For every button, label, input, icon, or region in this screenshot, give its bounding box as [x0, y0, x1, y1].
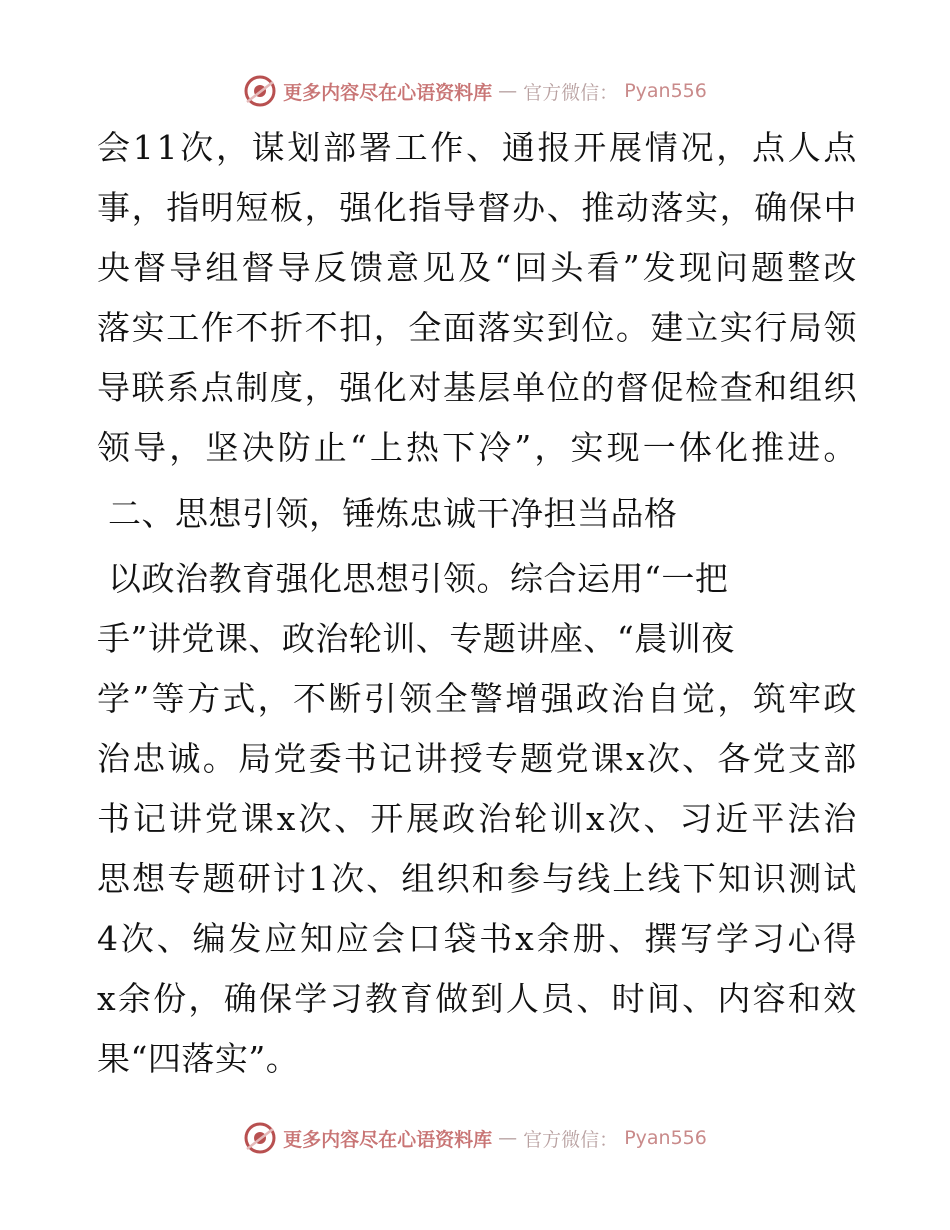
section-heading: 二、思想引领，锤炼忠诚干净担当品格	[97, 494, 678, 533]
text-line: 手”讲党课、政治轮训、专题讲座、“晨训夜	[97, 619, 735, 658]
text-line: 以政治教育强化思想引领。综合运用“一把	[97, 559, 729, 598]
text-line: 学 ” 等 方 式 ， 不 断 引 领 全 警 增 强 政 治 自 觉 ， 筑 牢 政	[97, 679, 857, 718]
text-line: 导 联 系 点 制 度 ， 强 化 对 基 层 单 位 的 督 促 检 查 和 组 织	[97, 368, 857, 407]
watermark-brand-text: 更多内容尽在心语资料库	[283, 1128, 493, 1151]
text-line: x 余 份 ， 确 保 学 习 教 育 做 到 人 员 、 时 间 、 内 容 和 效	[97, 979, 857, 1018]
text-line: 果“四落实”。	[97, 1039, 300, 1078]
text-line: 会 1 1 次 ， 谋 划 部 署 工 作 、 通 报 开 展 情 况 ， 点 人 点	[97, 128, 857, 167]
watermark-wechat-id: Pyan556	[624, 1127, 707, 1149]
paragraph-1	[97, 118, 857, 478]
paragraph-2	[97, 549, 857, 1089]
watermark-wechat-label: 官方微信：	[523, 81, 619, 104]
watermark-brand-text: 更多内容尽在心语资料库	[283, 81, 493, 104]
text-line: 事 ， 指 明 短 板 ， 强 化 指 导 督 办 、 推 动 落 实 ， 确 保 中	[97, 188, 857, 227]
text-line: 落 实 工 作 不 折 不 扣 ， 全 面 落 实 到 位 。 建 立 实 行 局 领	[97, 308, 857, 347]
text-line: 4 次 、 编 发 应 知 应 会 口 袋 书 x 余 册 、 撰 写 学 习 心 得	[97, 919, 857, 958]
watermark-dash: —	[498, 1127, 518, 1149]
watermark-dash: —	[498, 80, 518, 102]
text-line: 书 记 讲 党 课 x 次 、 开 展 政 治 轮 训 x 次 、 习 近 平 法 治	[97, 799, 857, 838]
text-line: 央 督 导 组 督 导 反 馈 意 见 及 “ 回 头 看 ” 发 现 问 题 整 改	[97, 248, 857, 287]
footer-watermark	[0, 1118, 950, 1158]
header-watermark	[0, 71, 950, 111]
text-line: 治 忠 诚 。 局 党 委 书 记 讲 授 专 题 党 课 x 次 、 各 党 支 部	[97, 739, 857, 778]
text-line: 领 导 ， 坚 决 防 止 “ 上 热 下 冷 ” ， 实 现 一 体 化 推 进 。	[97, 428, 857, 467]
text-line: 思 想 专 题 研 讨 1 次 、 组 织 和 参 与 线 上 线 下 知 识 测 试	[97, 859, 857, 898]
brand-logo-icon	[243, 74, 277, 108]
watermark-wechat-id: Pyan556	[624, 80, 707, 102]
brand-logo-icon	[243, 1121, 277, 1155]
watermark-wechat-label: 官方微信：	[523, 1128, 619, 1151]
document-body	[97, 118, 857, 1089]
